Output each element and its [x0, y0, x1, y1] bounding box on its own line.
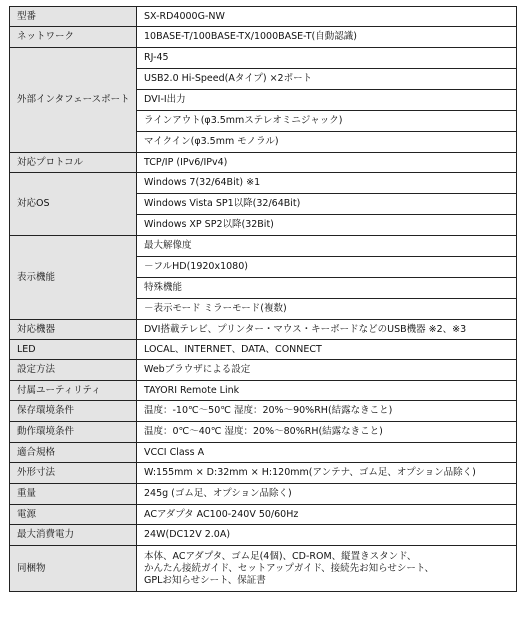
spec-value: 温度：0℃～40℃ 湿度：20%～80%RH(結露なきこと)	[137, 422, 517, 443]
spec-value: TCP/IP (IPv6/IPv4)	[137, 153, 517, 173]
spec-value: 温度：-10℃～50℃ 湿度：20%～90%RH(結露なきこと)	[137, 401, 517, 422]
spec-row	[10, 381, 517, 401]
spec-value: 特殊機能	[137, 278, 517, 299]
spec-value: TAYORI Remote Link	[137, 381, 517, 401]
spec-value-line: 本体、ACアダプタ、ゴム足(4個)、CD-ROM、縦置きスタンド、	[144, 550, 417, 562]
spec-row	[10, 360, 517, 381]
spec-label: 対応OS	[10, 173, 137, 236]
spec-row	[10, 525, 517, 546]
spec-value: W:155mm × D:32mm × H:120mm(アンテナ、ゴム足、オプション品除く)	[137, 463, 517, 484]
spec-value-line: かんたん接続ガイド、セットアップガイド、接続先お知らせシート、	[144, 562, 435, 574]
spec-value: ラインアウト(φ3.5mmステレオミニジャック)	[137, 111, 517, 132]
spec-value: Windows Vista SP1以降(32/64Bit)	[137, 194, 517, 215]
spec-value: 245g (ゴム足、オプション品除く)	[137, 484, 517, 505]
spec-row	[10, 7, 517, 27]
spec-value: Windows XP SP2以降(32Bit)	[137, 215, 517, 236]
spec-value: LOCAL、INTERNET、DATA、CONNECT	[137, 340, 517, 360]
spec-row	[10, 505, 517, 525]
spec-value: マイクイン(φ3.5mm モノラル)	[137, 132, 517, 153]
spec-value: －フルHD(1920x1080)	[137, 257, 517, 278]
spec-value: Windows 7(32/64Bit) ※1	[137, 173, 517, 194]
spec-label: 電源	[10, 505, 137, 525]
spec-row	[10, 463, 517, 484]
spec-value-line: GPLお知らせシート、保証書	[144, 574, 266, 586]
spec-label: 設定方法	[10, 360, 137, 381]
spec-value: 24W(DC12V 2.0A)	[137, 525, 517, 546]
spec-value: 最大解像度	[137, 236, 517, 257]
spec-row	[10, 443, 517, 463]
spec-value: 10BASE-T/100BASE-TX/1000BASE-T(自動認識)	[137, 27, 517, 48]
spec-row	[10, 320, 517, 340]
spec-label: 付属ユーティリティ	[10, 381, 137, 401]
spec-value: Webブラウザによる設定	[137, 360, 517, 381]
spec-row	[10, 236, 517, 257]
spec-label: 対応プロトコル	[10, 153, 137, 173]
spec-row	[10, 27, 517, 48]
spec-value: VCCI Class A	[137, 443, 517, 463]
spec-value: USB2.0 Hi-Speed(Aタイプ) ×2ポート	[137, 69, 517, 90]
spec-row	[10, 340, 517, 360]
spec-label: ネットワーク	[10, 27, 137, 48]
spec-label: 最大消費電力	[10, 525, 137, 546]
spec-row	[10, 546, 517, 592]
spec-row	[10, 401, 517, 422]
spec-label: 同梱物	[10, 546, 137, 592]
spec-label: 表示機能	[10, 236, 137, 320]
spec-label: LED	[10, 340, 137, 360]
spec-label: 外形寸法	[10, 463, 137, 484]
spec-table	[9, 6, 517, 592]
spec-label: 対応機器	[10, 320, 137, 340]
spec-label: 型番	[10, 7, 137, 27]
spec-row	[10, 153, 517, 173]
spec-label: 重量	[10, 484, 137, 505]
spec-label: 外部インタフェースポート	[10, 48, 137, 153]
spec-table-body	[10, 7, 517, 592]
spec-label: 動作環境条件	[10, 422, 137, 443]
spec-value: ACアダプタ AC100-240V 50/60Hz	[137, 505, 517, 525]
spec-row	[10, 48, 517, 69]
spec-row	[10, 484, 517, 505]
spec-value: DVI-I出力	[137, 90, 517, 111]
spec-value: RJ-45	[137, 48, 517, 69]
spec-value: －表示モード ミラーモード(複数)	[137, 299, 517, 320]
spec-value	[137, 546, 517, 592]
spec-label: 適合規格	[10, 443, 137, 463]
spec-row	[10, 173, 517, 194]
spec-label: 保存環境条件	[10, 401, 137, 422]
spec-row	[10, 422, 517, 443]
spec-value: SX-RD4000G-NW	[137, 7, 517, 27]
spec-value: DVI搭載テレビ、プリンター・マウス・キーボードなどのUSB機器 ※2、※3	[137, 320, 517, 340]
